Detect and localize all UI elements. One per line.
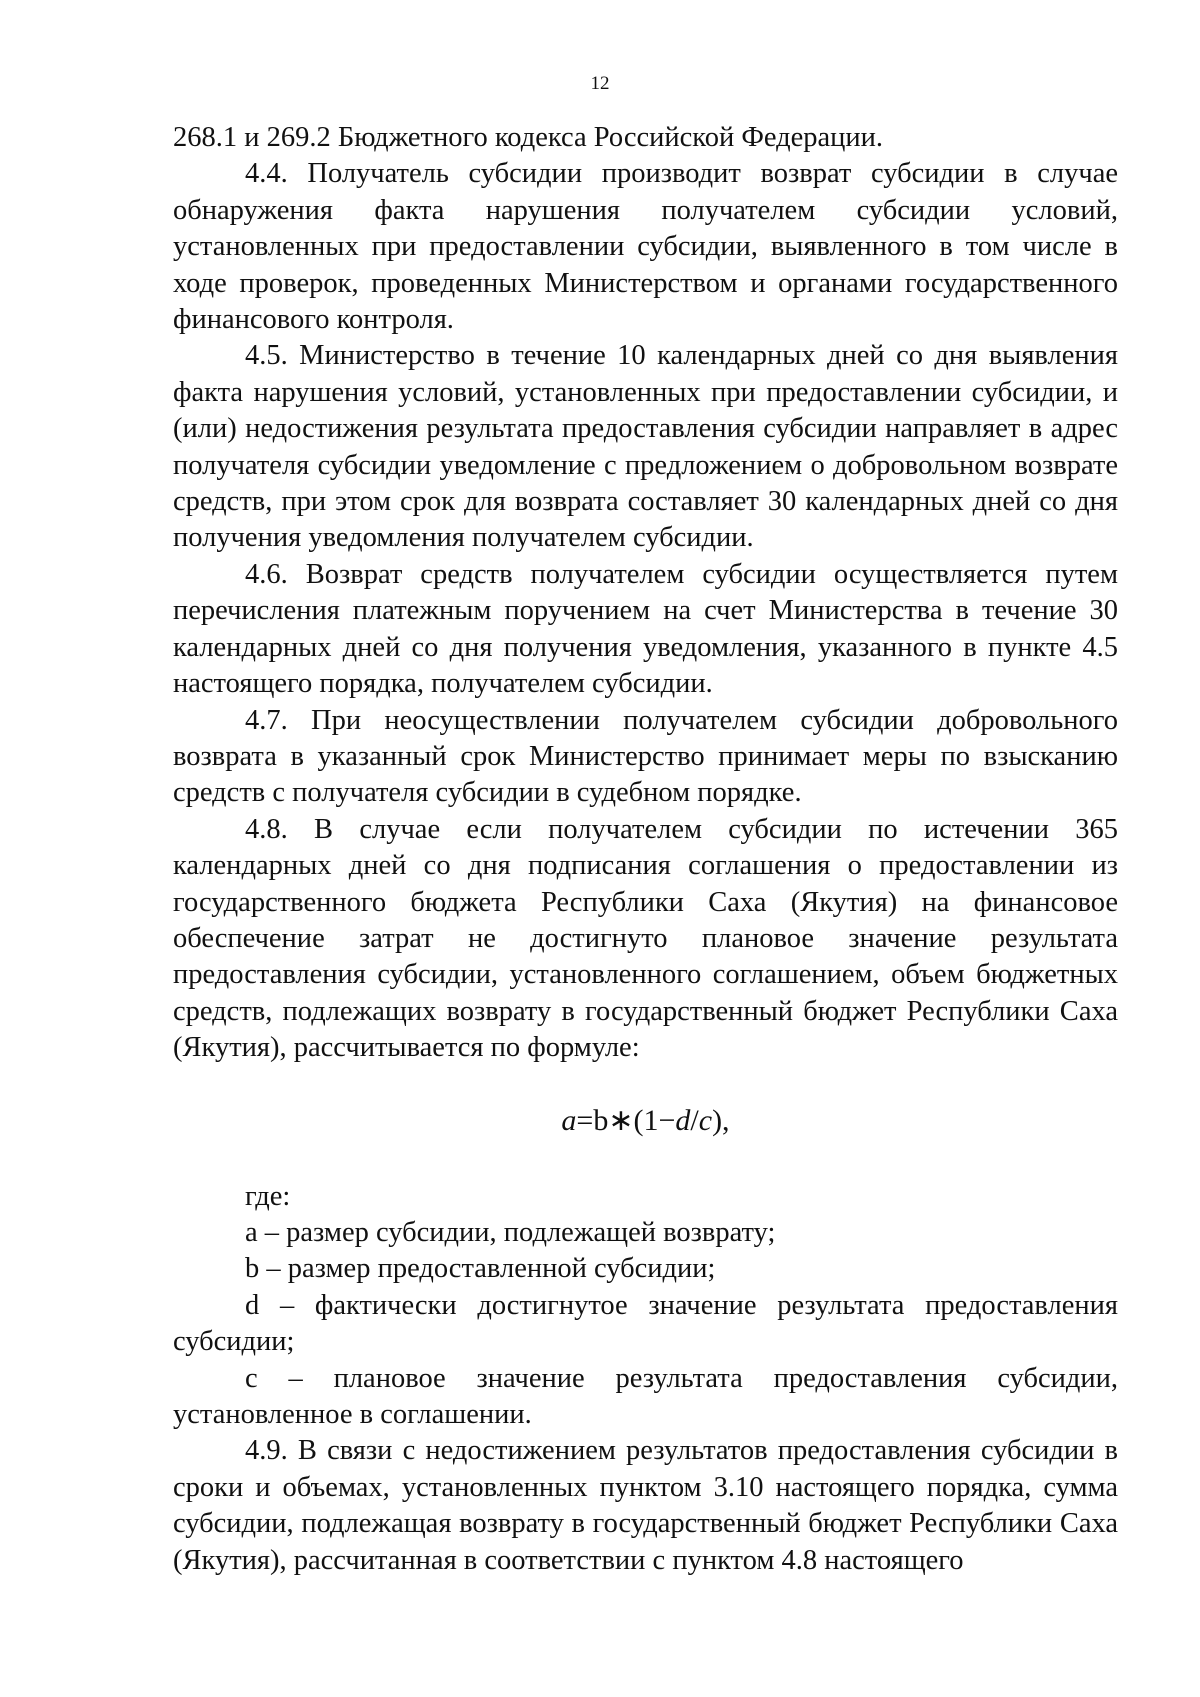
page-number: 12 [590,73,610,94]
definition-c: с – плановое значение результата предоставления субсидии, установленное в соглашении. [173,1362,1118,1430]
formula [173,1103,1118,1139]
definition-d: d – фактически достигнутое значение результата предоставления субсидии; [173,1289,1118,1358]
paragraph-4-5: 4.5. Министерство в течение 10 календарных дней со дня выявления факта нарушения условий, установленных при предоставлении субсидии, и (или) недостижения результата предоставления субсидии направляет в адрес получателя субсидии уведомление с предложением о добровольном возврате средств, при этом срок для возврата составляет 30 календарных дней со дня получения уведомления получателем субсидии. [173,340,1118,554]
formula-tail: ), [712,1103,730,1137]
formula-slash: / [690,1103,699,1137]
paragraph-where: где: [245,1180,291,1212]
paragraph-4-8: 4.8. В случае если получателем субсидии по истечении 365 календарных дней со дня подписания соглашения о предоставлении из государственного бюджета Республики Саха (Якутия) на финансовое обеспечение затрат не достигнуто плановое значение результата предоставления субсидии, установленного соглашением, объем бюджетных средств, подлежащих возврату в государственный бюджет Республики Саха (Якутия), рассчитывается по формуле: [173,813,1118,1064]
paragraph-4-4: 4.4. Получатель субсидии производит возврат субсидии в случае обнаружения факта нарушения получателем субсидии условий, установленных при предоставлении субсидии, выявленного в том числе в ходе проверок, проведенных Министерством и органами государственного финансового контроля. [173,158,1118,336]
paragraph-4-9: 4.9. В связи с недостижением результатов предоставления субсидии в сроки и объемах, установленных пунктом 3.10 настоящего порядка, сумма субсидии, подлежащая возврату в государственный бюджет Республики Саха (Якутия), рассчитанная в соответствии с пунктом 4.8 настоящего [173,1435,1118,1576]
formula-var-c: c [698,1103,713,1137]
definition-a: a – размер субсидии, подлежащей возврату; [245,1216,776,1248]
formula-var-d: d [675,1103,691,1137]
formula-middle: =b∗(1− [576,1103,676,1137]
document-body [173,120,1118,1579]
paragraph-4-6: 4.6. Возврат средств получателем субсидии осуществляется путем перечисления платежным поручением на счет Министерства в течение 30 календарных дней со дня получения уведомления, указанного в пункте 4.5 настоящего порядка, получателем субсидии. [173,558,1118,700]
paragraph-4-7: 4.7. При неосуществлении получателем субсидии добровольного возврата в указанный срок Министерство принимает меры по взысканию средств с получателя субсидии в судебном порядке. [173,704,1118,809]
paragraph-continuation: 268.1 и 269.2 Бюджетного кодекса Российской Федерации. [173,122,884,153]
formula-var-a: a [561,1103,577,1137]
definition-b: b – размер предоставленной субсидии; [245,1253,716,1285]
